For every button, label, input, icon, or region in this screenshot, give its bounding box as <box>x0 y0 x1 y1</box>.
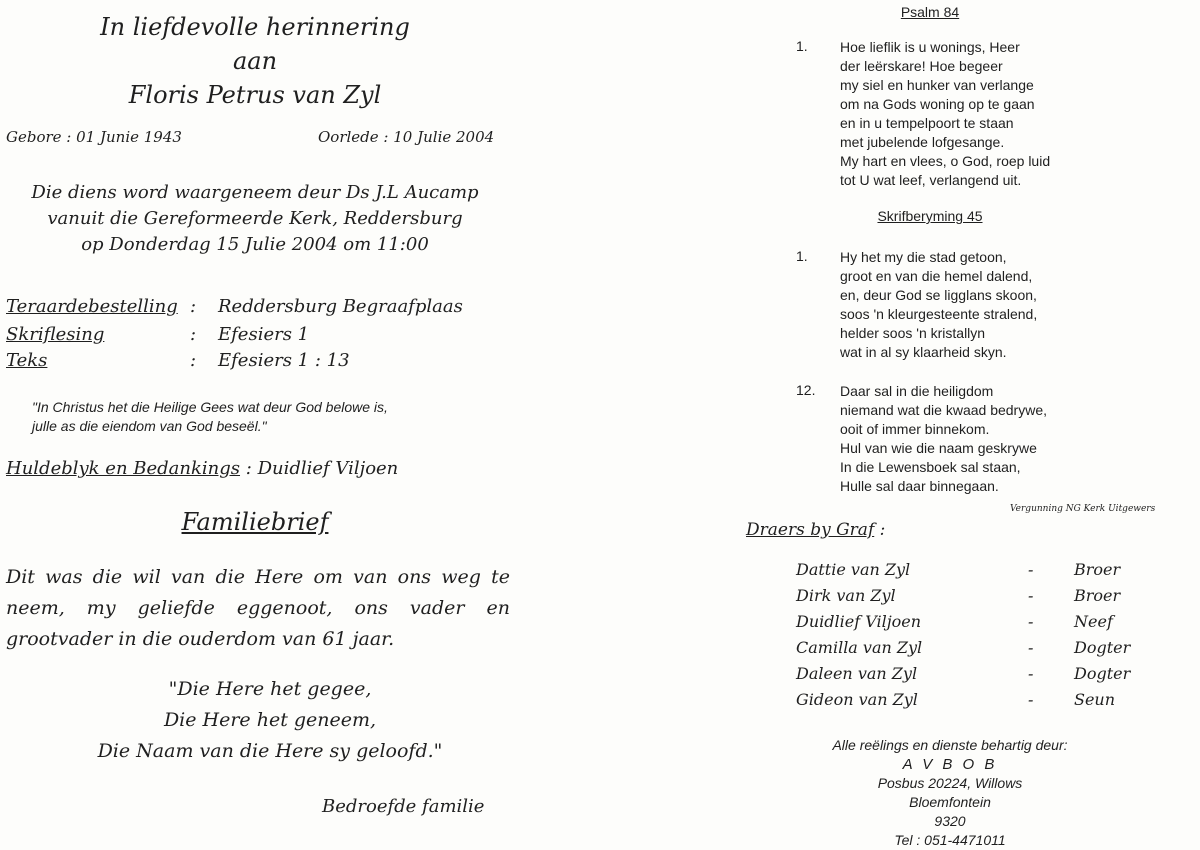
bearers-heading <box>746 520 885 540</box>
bearer-row <box>796 638 1156 664</box>
skrif-line: groot en van die hemel dalend, <box>840 268 1033 284</box>
skrif-stanza-12 <box>840 382 1047 496</box>
service-info <box>0 180 510 258</box>
permission-note: Vergunning NG Kerk Uitgewers <box>1010 504 1156 514</box>
detail-label-reading: Skriflesing <box>6 324 105 345</box>
psalm-line: Hoe lieflik is u wonings, Heer <box>840 39 1020 55</box>
right-page <box>600 0 1200 850</box>
bearer-relation: Neef <box>1074 612 1113 631</box>
psalm-stanza-number: 1. <box>796 38 808 54</box>
detail-colon: : <box>190 324 197 345</box>
service-line-3: op Donderdag 15 Julie 2004 om 11:00 <box>81 234 429 255</box>
bearer-separator: - <box>1028 586 1034 605</box>
bearer-separator: - <box>1028 638 1034 657</box>
bearers-colon: : <box>879 520 886 540</box>
scripture-quote <box>32 398 388 436</box>
bearer-row <box>796 664 1156 690</box>
arrangements-line: Alle reëlings en dienste behartig deur: <box>832 737 1068 753</box>
bearer-row <box>796 560 1156 586</box>
memorial-verse <box>0 674 540 767</box>
skrif-stanza-number: 12. <box>796 382 816 398</box>
psalm-line: der leërskare! Hoe begeer <box>840 58 1003 74</box>
tribute-line <box>6 458 398 479</box>
bearer-relation: Dogter <box>1074 664 1131 683</box>
skrif-stanza-1 <box>840 248 1037 362</box>
bearer-relation: Broer <box>1074 586 1121 605</box>
detail-value-text: Efesiers 1 : 13 <box>218 350 350 371</box>
quote-line-2: julle as die eiendom van God beseël." <box>32 418 267 434</box>
deceased-name: Floris Petrus van Zyl <box>128 81 382 109</box>
skrif-line: Hul van wie die naam geskrywe <box>840 440 1037 456</box>
bearer-separator: - <box>1028 664 1034 683</box>
bearer-row <box>796 586 1156 612</box>
bearer-row <box>796 612 1156 638</box>
birth-date: Gebore : 01 Junie 1943 <box>6 128 182 146</box>
title-line-1: In liefdevolle herinnering <box>100 13 410 41</box>
skrif-line: soos 'n kleurgesteente stralend, <box>840 306 1038 322</box>
skrif-line: ooit of immer binnekom. <box>840 421 990 437</box>
bearer-relation: Broer <box>1074 560 1121 579</box>
bearer-name: Dattie van Zyl <box>796 560 911 579</box>
tribute-label: Huldeblyk en Bedankings <box>6 458 241 479</box>
detail-label-text: Teks <box>6 350 48 371</box>
bearer-name: Gideon van Zyl <box>796 690 918 709</box>
skrif-line: In die Lewensboek sal staan, <box>840 459 1021 475</box>
skrif-line: Hulle sal daar binnegaan. <box>840 478 999 494</box>
death-date: Oorlede : 10 Julie 2004 <box>318 128 495 146</box>
bearer-row <box>796 690 1156 716</box>
psalm-line: om na Gods woning op te gaan <box>840 96 1035 112</box>
letter-heading: Familiebrief <box>181 508 329 536</box>
service-line-2: vanuit die Gereformeerde Kerk, Reddersburg <box>47 208 463 229</box>
skrif-line: niemand wat die kwaad bedrywe, <box>840 402 1048 418</box>
bearer-name: Dirk van Zyl <box>796 586 896 605</box>
city-line: Bloemfontein <box>909 794 991 810</box>
bearer-separator: - <box>1028 690 1034 709</box>
psalm-line: My hart en vlees, o God, roep luid <box>840 153 1051 169</box>
detail-value-burial: Reddersburg Begraafplaas <box>218 296 463 317</box>
memorial-title <box>0 10 510 112</box>
bearer-name: Daleen van Zyl <box>796 664 918 683</box>
left-page <box>0 0 560 850</box>
skrif-line: Hy het my die stad getoon, <box>840 249 1007 265</box>
psalm-stanza <box>840 38 1050 190</box>
verse-line-2: Die Here het geneem, <box>163 709 377 731</box>
bearers-title: Draers by Graf <box>746 520 875 540</box>
skrifberyming-title: Skrifberyming 45 <box>877 208 983 224</box>
psalm-line: tot U wat leef, verlangend uit. <box>840 172 1022 188</box>
psalm-line: met jubelende lofgesange. <box>840 134 1005 150</box>
psalm-title: Psalm 84 <box>900 4 960 20</box>
skrif-line: helder soos 'n kristallyn <box>840 325 986 341</box>
bearer-name: Camilla van Zyl <box>796 638 923 657</box>
address-line: Posbus 20224, Willows <box>877 775 1023 791</box>
detail-colon: : <box>190 296 197 317</box>
funeral-service-footer <box>750 736 1150 850</box>
skrif-line: en, deur God se ligglans skoon, <box>840 287 1037 303</box>
skrif-stanza-number: 1. <box>796 248 808 264</box>
bearer-separator: - <box>1028 612 1034 631</box>
bearer-name: Duidlief Viljoen <box>796 612 922 631</box>
quote-line-1: "In Christus het die Heilige Gees wat deur God belowe is, <box>32 399 388 415</box>
verse-line-3: Die Naam van die Here sy geloofd." <box>97 740 443 762</box>
skrif-line: wat in al sy klaarheid skyn. <box>840 344 1007 360</box>
verse-line-1: "Die Here het gegee, <box>168 678 372 700</box>
postcode-line: 9320 <box>934 813 966 829</box>
family-letter: Dit was die wil van die Here om van ons weg te neem, my geliefde eggenoot, ons vader en grootvader in die ouderdom van 61 jaar. <box>6 566 510 650</box>
phone-line: Tel : 051-4471011 <box>894 832 1006 848</box>
title-line-2: aan <box>232 47 278 75</box>
signature: Bedroefde familie <box>322 796 485 817</box>
company-name: A V B O B <box>902 756 998 773</box>
bearer-relation: Seun <box>1074 690 1116 709</box>
tribute-person: Duidlief Viljoen <box>257 458 399 479</box>
bearer-separator: - <box>1028 560 1034 579</box>
detail-value-reading: Efesiers 1 <box>218 324 310 345</box>
detail-colon: : <box>190 350 197 371</box>
psalm-line: my siel en hunker van verlange <box>840 77 1034 93</box>
service-line-1: Die diens word waargeneem deur Ds J.L Aucamp <box>31 182 479 203</box>
detail-label-burial: Teraardebestelling <box>6 296 178 317</box>
bearer-relation: Dogter <box>1074 638 1131 657</box>
skrif-line: Daar sal in die heiligdom <box>840 383 994 399</box>
psalm-line: en in u tempelpoort te staan <box>840 115 1014 131</box>
tribute-colon: : <box>245 458 252 479</box>
